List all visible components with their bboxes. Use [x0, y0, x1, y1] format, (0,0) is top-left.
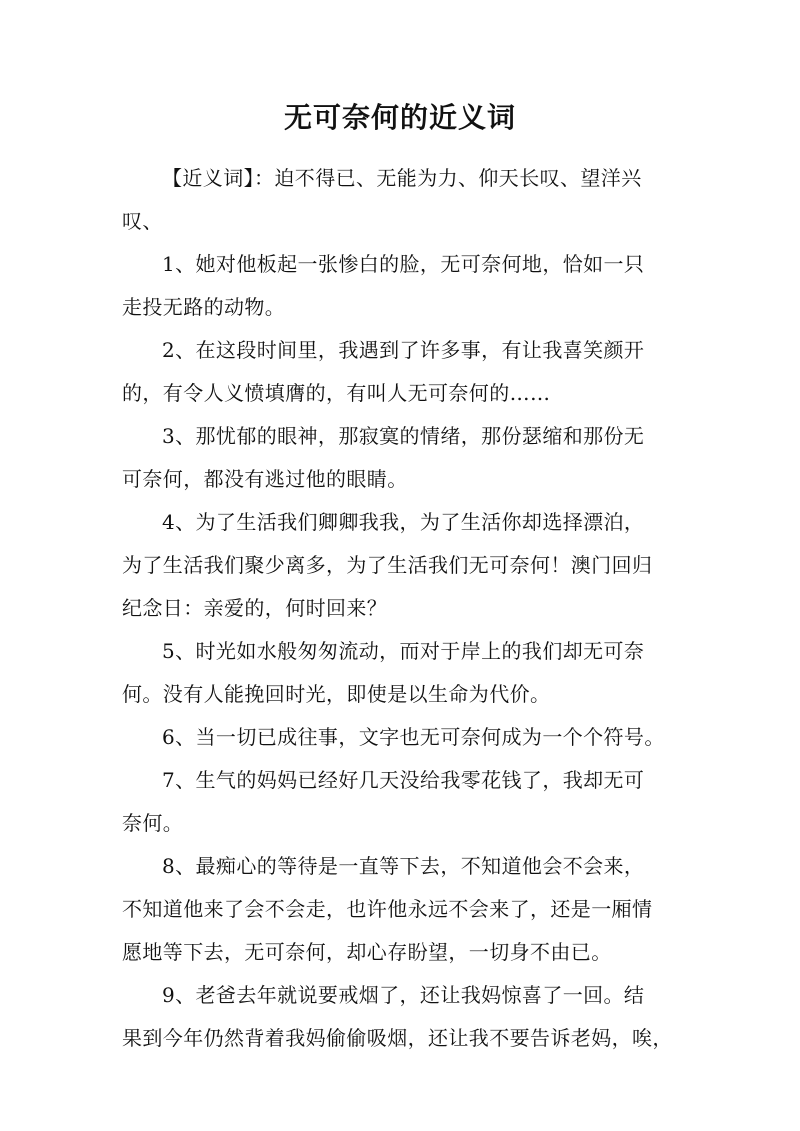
paragraph-line: 【近义词】：迫不得已、无能为力、仰天长叹、望洋兴 [162, 166, 642, 190]
paragraph-example-1 [122, 243, 682, 329]
paragraph-example-6 [122, 716, 682, 759]
document-body [122, 157, 682, 1060]
paragraph-line: 7、生气的妈妈已经好几天没给我零花钱了，我却无可 [162, 768, 645, 792]
paragraph-line: 9、老爸去年就说要戒烟了，还让我妈惊喜了一回。结 [162, 983, 645, 1007]
paragraph-line: 果到今年仍然背着我妈偷偷吸烟，还让我不要告诉老妈，唉， [122, 1026, 673, 1050]
paragraph-line: 可奈何，都没有逃过他的眼睛。 [122, 467, 408, 491]
paragraph-example-2 [122, 329, 682, 415]
paragraph-line: 奈何。 [122, 811, 184, 835]
paragraph-example-8 [122, 845, 682, 974]
paragraph-line: 为了生活我们聚少离多，为了生活我们无可奈何！澳门回归 [122, 553, 653, 577]
paragraph-line: 的，有令人义愤填膺的，有叫人无可奈何的…… [122, 381, 551, 405]
paragraph-example-7 [122, 759, 682, 845]
paragraph-line: 叹、 [122, 209, 163, 233]
paragraph-example-5 [122, 630, 682, 716]
paragraph-line: 1、她对他板起一张惨白的脸，无可奈何地，恰如一只 [162, 252, 645, 276]
paragraph-line: 3、那忧郁的眼神，那寂寞的情绪，那份瑟缩和那份无 [162, 424, 645, 448]
paragraph-example-3 [122, 415, 682, 501]
paragraph-line: 5、时光如水般匆匆流动，而对于岸上的我们却无可奈 [162, 639, 645, 663]
paragraph-line: 不知道他来了会不会走，也许他永远不会来了，还是一厢情 [122, 897, 653, 921]
paragraph-example-4 [122, 501, 682, 630]
page-title: 无可奈何的近义词 [283, 101, 516, 134]
paragraph-line: 8、最痴心的等待是一直等下去，不知道他会不会来， [162, 854, 645, 878]
paragraph-line: 纪念日：亲爱的，何时回来？ [122, 596, 388, 620]
paragraph-example-9 [122, 974, 682, 1060]
paragraph-line: 何。没有人能挽回时光，即使是以生命为代价。 [122, 682, 551, 706]
paragraph-line: 愿地等下去，无可奈何，却心存盼望，一切身不由已。 [122, 940, 612, 964]
paragraph-synonyms [122, 157, 682, 243]
paragraph-line: 4、为了生活我们卿卿我我，为了生活你却选择漂泊， [162, 510, 645, 534]
paragraph-line: 6、当一切已成往事，文字也无可奈何成为一个个符号。 [162, 725, 665, 749]
paragraph-line: 走投无路的动物。 [122, 295, 286, 319]
paragraph-line: 2、在这段时间里，我遇到了许多事，有让我喜笑颜开 [162, 338, 645, 362]
